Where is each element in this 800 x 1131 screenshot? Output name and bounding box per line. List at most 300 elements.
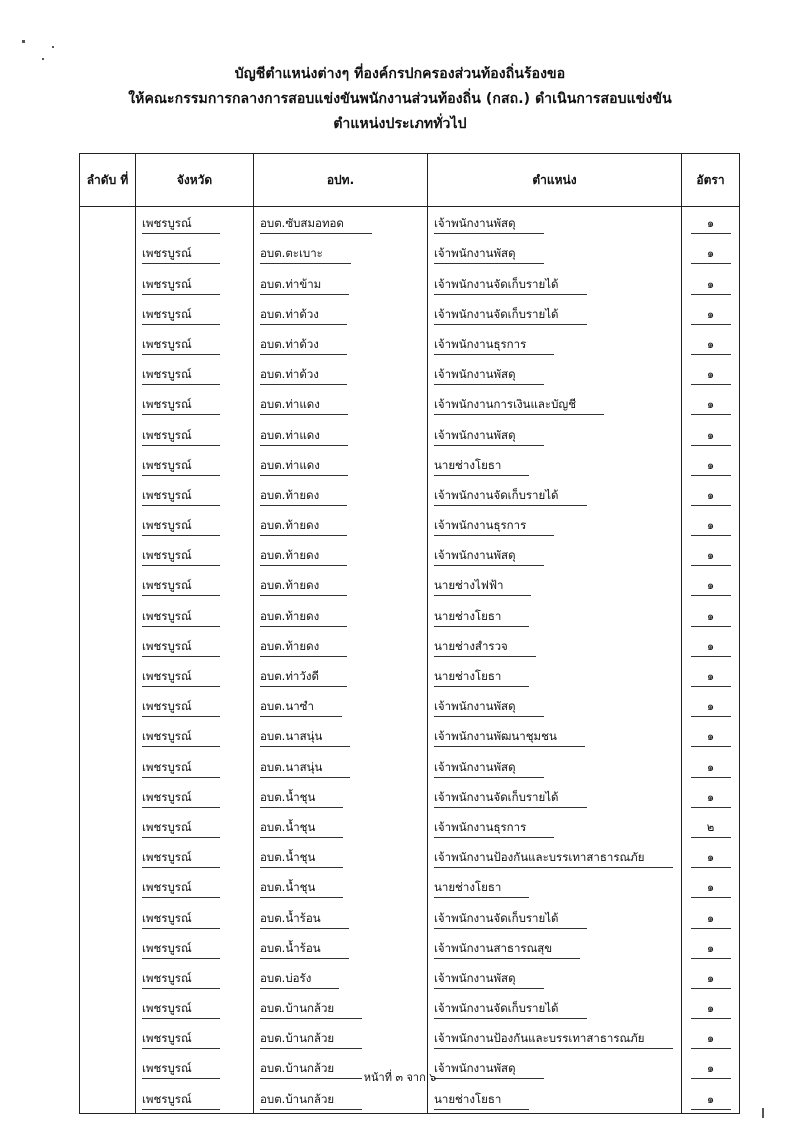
table-row xyxy=(80,449,740,479)
province-cell-text: เพชรบูรณ์ xyxy=(142,910,220,929)
position-cell-text: นายช่างโยธา xyxy=(434,457,529,476)
rate-cell xyxy=(682,599,740,629)
rate-cell-text: ๑ xyxy=(691,608,731,627)
org-cell xyxy=(254,237,428,267)
province-cell xyxy=(136,962,254,992)
rate-cell-text: ๑ xyxy=(691,940,731,959)
province-cell-text: เพชรบูรณ์ xyxy=(142,276,220,295)
table-row xyxy=(80,267,740,297)
table-row xyxy=(80,720,740,750)
position-cell-text: เจ้าพนักงานจัดเก็บรายได้ xyxy=(434,789,587,808)
rate-cell-text: ๑ xyxy=(691,879,731,898)
row-number-cell xyxy=(80,781,136,811)
rate-cell-text: ๑ xyxy=(691,276,731,295)
org-cell xyxy=(254,569,428,599)
rate-cell-text: ๑ xyxy=(691,306,731,325)
position-cell xyxy=(428,237,682,267)
position-cell xyxy=(428,1082,682,1113)
org-cell xyxy=(254,1082,428,1113)
org-cell-text: อบต.ท่าด้วง xyxy=(260,336,347,355)
province-cell xyxy=(136,298,254,328)
rate-cell xyxy=(682,207,740,238)
province-cell xyxy=(136,388,254,418)
org-cell xyxy=(254,992,428,1022)
province-cell-text: เพชรบูรณ์ xyxy=(142,306,220,325)
column-header-province: จังหวัด xyxy=(136,154,254,207)
rate-cell-text: ๑ xyxy=(691,547,731,566)
rate-cell-text: ๑ xyxy=(691,1000,731,1019)
province-cell xyxy=(136,992,254,1022)
position-cell xyxy=(428,841,682,871)
row-number-cell xyxy=(80,841,136,871)
province-cell-text: เพชรบูรณ์ xyxy=(142,336,220,355)
row-number-cell xyxy=(80,237,136,267)
scan-speck xyxy=(52,46,54,48)
rate-cell xyxy=(682,1082,740,1113)
title-line-2: ให้คณะกรรมการกลางการสอบแข่งขันพนักงานส่วนท้องถิ่น (กสถ.) ดำเนินการสอบแข่งขัน xyxy=(128,91,672,107)
row-number-cell xyxy=(80,267,136,297)
row-number-cell xyxy=(80,901,136,931)
org-cell-text: อบต.น้ำชุน xyxy=(260,819,343,838)
org-cell-text: อบต.น้ำชุน xyxy=(260,789,343,808)
position-cell xyxy=(428,781,682,811)
rate-cell xyxy=(682,1022,740,1052)
province-cell xyxy=(136,237,254,267)
position-cell xyxy=(428,871,682,901)
province-cell-text: เพชรบูรณ์ xyxy=(142,638,220,657)
province-cell-text: เพชรบูรณ์ xyxy=(142,698,220,717)
position-cell xyxy=(428,418,682,448)
table-row xyxy=(80,932,740,962)
row-number-cell xyxy=(80,358,136,388)
table-row xyxy=(80,901,740,931)
rate-cell-text: ๒ xyxy=(691,819,731,838)
table-row xyxy=(80,509,740,539)
position-cell-text: นายช่างโยธา xyxy=(434,608,529,627)
province-cell-text: เพชรบูรณ์ xyxy=(142,1030,220,1049)
province-cell-text: เพชรบูรณ์ xyxy=(142,577,220,596)
rate-cell xyxy=(682,267,740,297)
table-row xyxy=(80,781,740,811)
table-row xyxy=(80,358,740,388)
position-cell-text: เจ้าพนักงานพัสดุ xyxy=(434,215,544,234)
org-cell-text: อบต.นาสนุ่น xyxy=(260,759,350,778)
rate-cell xyxy=(682,992,740,1022)
org-cell xyxy=(254,962,428,992)
row-number-cell xyxy=(80,599,136,629)
org-cell-text: อบต.บ้านกล้วย xyxy=(260,1091,362,1110)
position-cell xyxy=(428,750,682,780)
org-cell-text: อบต.บ้านกล้วย xyxy=(260,1060,362,1079)
rate-cell-text: ๑ xyxy=(691,577,731,596)
position-cell xyxy=(428,207,682,238)
rate-cell-text: ๑ xyxy=(691,487,731,506)
position-cell xyxy=(428,298,682,328)
province-cell xyxy=(136,871,254,901)
row-number-cell xyxy=(80,660,136,690)
org-cell xyxy=(254,358,428,388)
position-cell-text: นายช่างโยธา xyxy=(434,1091,529,1110)
position-cell xyxy=(428,901,682,931)
table-row xyxy=(80,992,740,1022)
org-cell-text: อบต.ท้ายดง xyxy=(260,547,347,566)
position-cell xyxy=(428,720,682,750)
org-cell-text: อบต.ท้ายดง xyxy=(260,638,347,657)
org-cell xyxy=(254,901,428,931)
row-number-cell xyxy=(80,1082,136,1113)
province-cell xyxy=(136,539,254,569)
position-cell xyxy=(428,630,682,660)
rate-cell xyxy=(682,781,740,811)
rate-cell-text: ๑ xyxy=(691,698,731,717)
org-cell xyxy=(254,690,428,720)
rate-cell-text: ๑ xyxy=(691,427,731,446)
org-cell-text: อบต.บ้านกล้วย xyxy=(260,1000,362,1019)
org-cell xyxy=(254,418,428,448)
province-cell xyxy=(136,690,254,720)
position-cell xyxy=(428,690,682,720)
rate-cell xyxy=(682,479,740,509)
province-cell xyxy=(136,660,254,690)
province-cell xyxy=(136,750,254,780)
org-cell-text: อบต.บ้านกล้วย xyxy=(260,1030,362,1049)
rate-cell xyxy=(682,901,740,931)
rate-cell xyxy=(682,841,740,871)
province-cell-text: เพชรบูรณ์ xyxy=(142,728,220,747)
document-title xyxy=(0,62,800,137)
province-cell xyxy=(136,569,254,599)
rate-cell xyxy=(682,449,740,479)
org-cell xyxy=(254,750,428,780)
rate-cell xyxy=(682,962,740,992)
org-cell xyxy=(254,599,428,629)
rate-cell-text: ๑ xyxy=(691,215,731,234)
row-number-cell xyxy=(80,690,136,720)
rate-cell-text: ๑ xyxy=(691,517,731,536)
org-cell xyxy=(254,932,428,962)
org-cell-text: อบต.บ่อรัง xyxy=(260,970,339,989)
province-cell xyxy=(136,449,254,479)
table-row xyxy=(80,599,740,629)
position-cell xyxy=(428,358,682,388)
province-cell-text: เพชรบูรณ์ xyxy=(142,215,220,234)
province-cell xyxy=(136,207,254,238)
province-cell xyxy=(136,599,254,629)
org-cell-text: อบต.ท้ายดง xyxy=(260,608,347,627)
rate-cell-text: ๑ xyxy=(691,245,731,264)
rate-cell-text: ๑ xyxy=(691,668,731,687)
table-row xyxy=(80,388,740,418)
rate-cell-text: ๑ xyxy=(691,638,731,657)
table-row xyxy=(80,479,740,509)
org-cell-text: อบต.ท่าแดง xyxy=(260,427,348,446)
org-cell-text: อบต.ท่าด้วง xyxy=(260,366,347,385)
position-cell-text: นายช่างไฟฟ้า xyxy=(434,577,531,596)
org-cell xyxy=(254,509,428,539)
province-cell-text: เพชรบูรณ์ xyxy=(142,547,220,566)
province-cell xyxy=(136,267,254,297)
position-cell-text: นายช่างสำรวจ xyxy=(434,638,536,657)
position-cell-text: เจ้าพนักงานพัสดุ xyxy=(434,1060,544,1079)
row-number-cell xyxy=(80,750,136,780)
position-cell-text: เจ้าพนักงานจัดเก็บรายได้ xyxy=(434,1000,587,1019)
table-row xyxy=(80,418,740,448)
org-cell xyxy=(254,841,428,871)
org-cell-text: อบต.น้ำชุน xyxy=(260,849,343,868)
row-number-cell xyxy=(80,811,136,841)
rate-cell xyxy=(682,932,740,962)
table-body xyxy=(80,207,740,1114)
province-cell xyxy=(136,630,254,660)
org-cell xyxy=(254,328,428,358)
org-cell xyxy=(254,298,428,328)
rate-cell xyxy=(682,328,740,358)
rate-cell-text: ๑ xyxy=(691,457,731,476)
rate-cell xyxy=(682,660,740,690)
title-line-3: ตำแหน่งประเภททั่วไป xyxy=(333,116,467,132)
rate-cell-text: ๑ xyxy=(691,759,731,778)
row-number-cell xyxy=(80,388,136,418)
org-cell xyxy=(254,388,428,418)
position-cell xyxy=(428,599,682,629)
row-number-cell xyxy=(80,962,136,992)
province-cell-text: เพชรบูรณ์ xyxy=(142,366,220,385)
rate-cell xyxy=(682,630,740,660)
table-row xyxy=(80,630,740,660)
province-cell-text: เพชรบูรณ์ xyxy=(142,819,220,838)
org-cell-text: อบต.ท่าแดง xyxy=(260,457,348,476)
column-header-no: ลำดับ ที่ xyxy=(80,154,136,207)
org-cell-text: อบต.น้ำร้อน xyxy=(260,940,349,959)
scan-speck xyxy=(22,40,25,43)
rate-cell-text: ๑ xyxy=(691,1091,731,1110)
org-cell xyxy=(254,871,428,901)
province-cell-text: เพชรบูรณ์ xyxy=(142,789,220,808)
province-cell xyxy=(136,841,254,871)
province-cell xyxy=(136,509,254,539)
province-cell-text: เพชรบูรณ์ xyxy=(142,1060,220,1079)
rate-cell-text: ๑ xyxy=(691,396,731,415)
rate-cell-text: ๑ xyxy=(691,970,731,989)
row-number-cell xyxy=(80,479,136,509)
rate-cell-text: ๑ xyxy=(691,910,731,929)
table-row xyxy=(80,841,740,871)
province-cell-text: เพชรบูรณ์ xyxy=(142,517,220,536)
rate-cell xyxy=(682,750,740,780)
position-cell-text: เจ้าพนักงานพัสดุ xyxy=(434,759,544,778)
row-number-cell xyxy=(80,418,136,448)
position-cell xyxy=(428,479,682,509)
position-cell-text: เจ้าพนักงานพัสดุ xyxy=(434,698,544,717)
table-row xyxy=(80,750,740,780)
rate-cell xyxy=(682,237,740,267)
position-cell xyxy=(428,992,682,1022)
province-cell-text: เพชรบูรณ์ xyxy=(142,427,220,446)
position-cell xyxy=(428,1022,682,1052)
province-cell-text: เพชรบูรณ์ xyxy=(142,608,220,627)
row-number-cell xyxy=(80,328,136,358)
org-cell-text: อบต.ท้ายดง xyxy=(260,487,347,506)
title-line-1: บัญชีตำแหน่งต่างๆ ที่องค์กรปกครองส่วนท้องถิ่นร้องขอ xyxy=(234,66,566,82)
row-number-cell xyxy=(80,539,136,569)
position-cell-text: เจ้าพนักงานป้องกันและบรรเทาสาธารณภัย xyxy=(434,849,673,868)
province-cell-text: เพชรบูรณ์ xyxy=(142,245,220,264)
province-cell-text: เพชรบูรณ์ xyxy=(142,849,220,868)
table-row xyxy=(80,237,740,267)
province-cell-text: เพชรบูรณ์ xyxy=(142,940,220,959)
rate-cell-text: ๑ xyxy=(691,336,731,355)
rate-cell xyxy=(682,871,740,901)
row-number-cell xyxy=(80,932,136,962)
province-cell xyxy=(136,479,254,509)
table-row xyxy=(80,660,740,690)
rate-cell xyxy=(682,569,740,599)
position-cell-text: เจ้าพนักงานธุรการ xyxy=(434,517,554,536)
table-row xyxy=(80,539,740,569)
column-header-rate: อัตรา xyxy=(682,154,740,207)
row-number-cell xyxy=(80,992,136,1022)
province-cell-text: เพชรบูรณ์ xyxy=(142,759,220,778)
position-cell-text: เจ้าพนักงานพัสดุ xyxy=(434,366,544,385)
province-cell-text: เพชรบูรณ์ xyxy=(142,668,220,687)
province-cell-text: เพชรบูรณ์ xyxy=(142,396,220,415)
position-cell xyxy=(428,449,682,479)
rate-cell xyxy=(682,298,740,328)
position-cell-text: เจ้าพนักงานจัดเก็บรายได้ xyxy=(434,306,587,325)
position-cell xyxy=(428,932,682,962)
rate-cell xyxy=(682,418,740,448)
org-cell-text: อบต.ท่าข้าม xyxy=(260,276,349,295)
position-cell xyxy=(428,660,682,690)
table-row xyxy=(80,1022,740,1052)
rate-cell xyxy=(682,358,740,388)
org-cell xyxy=(254,660,428,690)
province-cell-text: เพชรบูรณ์ xyxy=(142,457,220,476)
rate-cell xyxy=(682,720,740,750)
org-cell-text: อบต.ท่าวังดี xyxy=(260,668,347,687)
org-cell-text: อบต.นาสนุ่น xyxy=(260,728,350,747)
position-cell-text: เจ้าพนักงานสาธารณสุข xyxy=(434,940,580,959)
org-cell-text: อบต.ซับสมอทอด xyxy=(260,215,372,234)
position-cell xyxy=(428,811,682,841)
table-row xyxy=(80,871,740,901)
province-cell-text: เพชรบูรณ์ xyxy=(142,1091,220,1110)
province-cell-text: เพชรบูรณ์ xyxy=(142,487,220,506)
rate-cell xyxy=(682,811,740,841)
position-cell-text: เจ้าพนักงานธุรการ xyxy=(434,336,554,355)
position-cell-text: เจ้าพนักงานพัสดุ xyxy=(434,427,544,446)
positions-table xyxy=(79,153,740,1114)
province-cell xyxy=(136,328,254,358)
rate-cell-text: ๑ xyxy=(691,789,731,808)
position-cell-text: เจ้าพนักงานป้องกันและบรรเทาสาธารณภัย xyxy=(434,1030,673,1049)
row-number-cell xyxy=(80,298,136,328)
position-cell xyxy=(428,509,682,539)
position-cell-text: เจ้าพนักงานพัสดุ xyxy=(434,245,544,264)
org-cell xyxy=(254,539,428,569)
table-header-row xyxy=(80,154,740,207)
position-cell xyxy=(428,569,682,599)
table-row xyxy=(80,569,740,599)
org-cell xyxy=(254,720,428,750)
province-cell xyxy=(136,932,254,962)
position-cell-text: เจ้าพนักงานพัฒนาชุมชน xyxy=(434,728,585,747)
province-cell xyxy=(136,781,254,811)
org-cell xyxy=(254,1022,428,1052)
position-cell xyxy=(428,328,682,358)
org-cell xyxy=(254,781,428,811)
table-row xyxy=(80,811,740,841)
position-cell xyxy=(428,962,682,992)
province-cell xyxy=(136,811,254,841)
row-number-cell xyxy=(80,630,136,660)
rate-cell-text: ๑ xyxy=(691,1060,731,1079)
rate-cell xyxy=(682,690,740,720)
table-row xyxy=(80,328,740,358)
org-cell-text: อบต.ตะเบาะ xyxy=(260,245,351,264)
rate-cell xyxy=(682,388,740,418)
province-cell-text: เพชรบูรณ์ xyxy=(142,1000,220,1019)
row-number-cell xyxy=(80,871,136,901)
table-row xyxy=(80,1082,740,1113)
row-number-cell xyxy=(80,569,136,599)
page-number: หน้าที่ ๓ จาก ๖ xyxy=(363,1071,437,1084)
rate-cell xyxy=(682,509,740,539)
rate-cell-text: ๑ xyxy=(691,849,731,868)
org-cell xyxy=(254,449,428,479)
row-number-cell xyxy=(80,720,136,750)
table-row xyxy=(80,962,740,992)
org-cell xyxy=(254,811,428,841)
scan-speck xyxy=(42,58,44,60)
org-cell-text: อบต.ท้ายดง xyxy=(260,517,347,536)
position-cell xyxy=(428,267,682,297)
org-cell-text: อบต.น้ำร้อน xyxy=(260,910,349,929)
province-cell-text: เพชรบูรณ์ xyxy=(142,970,220,989)
rate-cell-text: ๑ xyxy=(691,366,731,385)
scan-speck xyxy=(762,1108,764,1118)
position-cell-text: นายช่างโยธา xyxy=(434,879,529,898)
row-number-cell xyxy=(80,1022,136,1052)
column-header-org: อปท. xyxy=(254,154,428,207)
province-cell xyxy=(136,358,254,388)
position-cell-text: เจ้าพนักงานพัสดุ xyxy=(434,547,544,566)
position-cell-text: เจ้าพนักงานธุรการ xyxy=(434,819,554,838)
row-number-cell xyxy=(80,509,136,539)
position-cell-text: เจ้าพนักงานพัสดุ xyxy=(434,970,544,989)
position-cell-text: เจ้าพนักงานการเงินและบัญชี xyxy=(434,396,604,415)
org-cell-text: อบต.นาซำ xyxy=(260,698,342,717)
province-cell xyxy=(136,1022,254,1052)
row-number-cell xyxy=(80,449,136,479)
position-cell xyxy=(428,388,682,418)
rate-cell-text: ๑ xyxy=(691,1030,731,1049)
rate-cell xyxy=(682,539,740,569)
province-cell-text: เพชรบูรณ์ xyxy=(142,879,220,898)
org-cell-text: อบต.ท่าแดง xyxy=(260,396,348,415)
org-cell xyxy=(254,267,428,297)
position-cell-text: เจ้าพนักงานจัดเก็บรายได้ xyxy=(434,276,587,295)
position-cell xyxy=(428,539,682,569)
row-number-cell xyxy=(80,207,136,238)
org-cell-text: อบต.น้ำชุน xyxy=(260,879,343,898)
position-cell-text: เจ้าพนักงานจัดเก็บรายได้ xyxy=(434,910,587,929)
column-header-position: ตำแหน่ง xyxy=(428,154,682,207)
position-cell-text: เจ้าพนักงานจัดเก็บรายได้ xyxy=(434,487,587,506)
org-cell xyxy=(254,479,428,509)
org-cell xyxy=(254,630,428,660)
table-row xyxy=(80,298,740,328)
